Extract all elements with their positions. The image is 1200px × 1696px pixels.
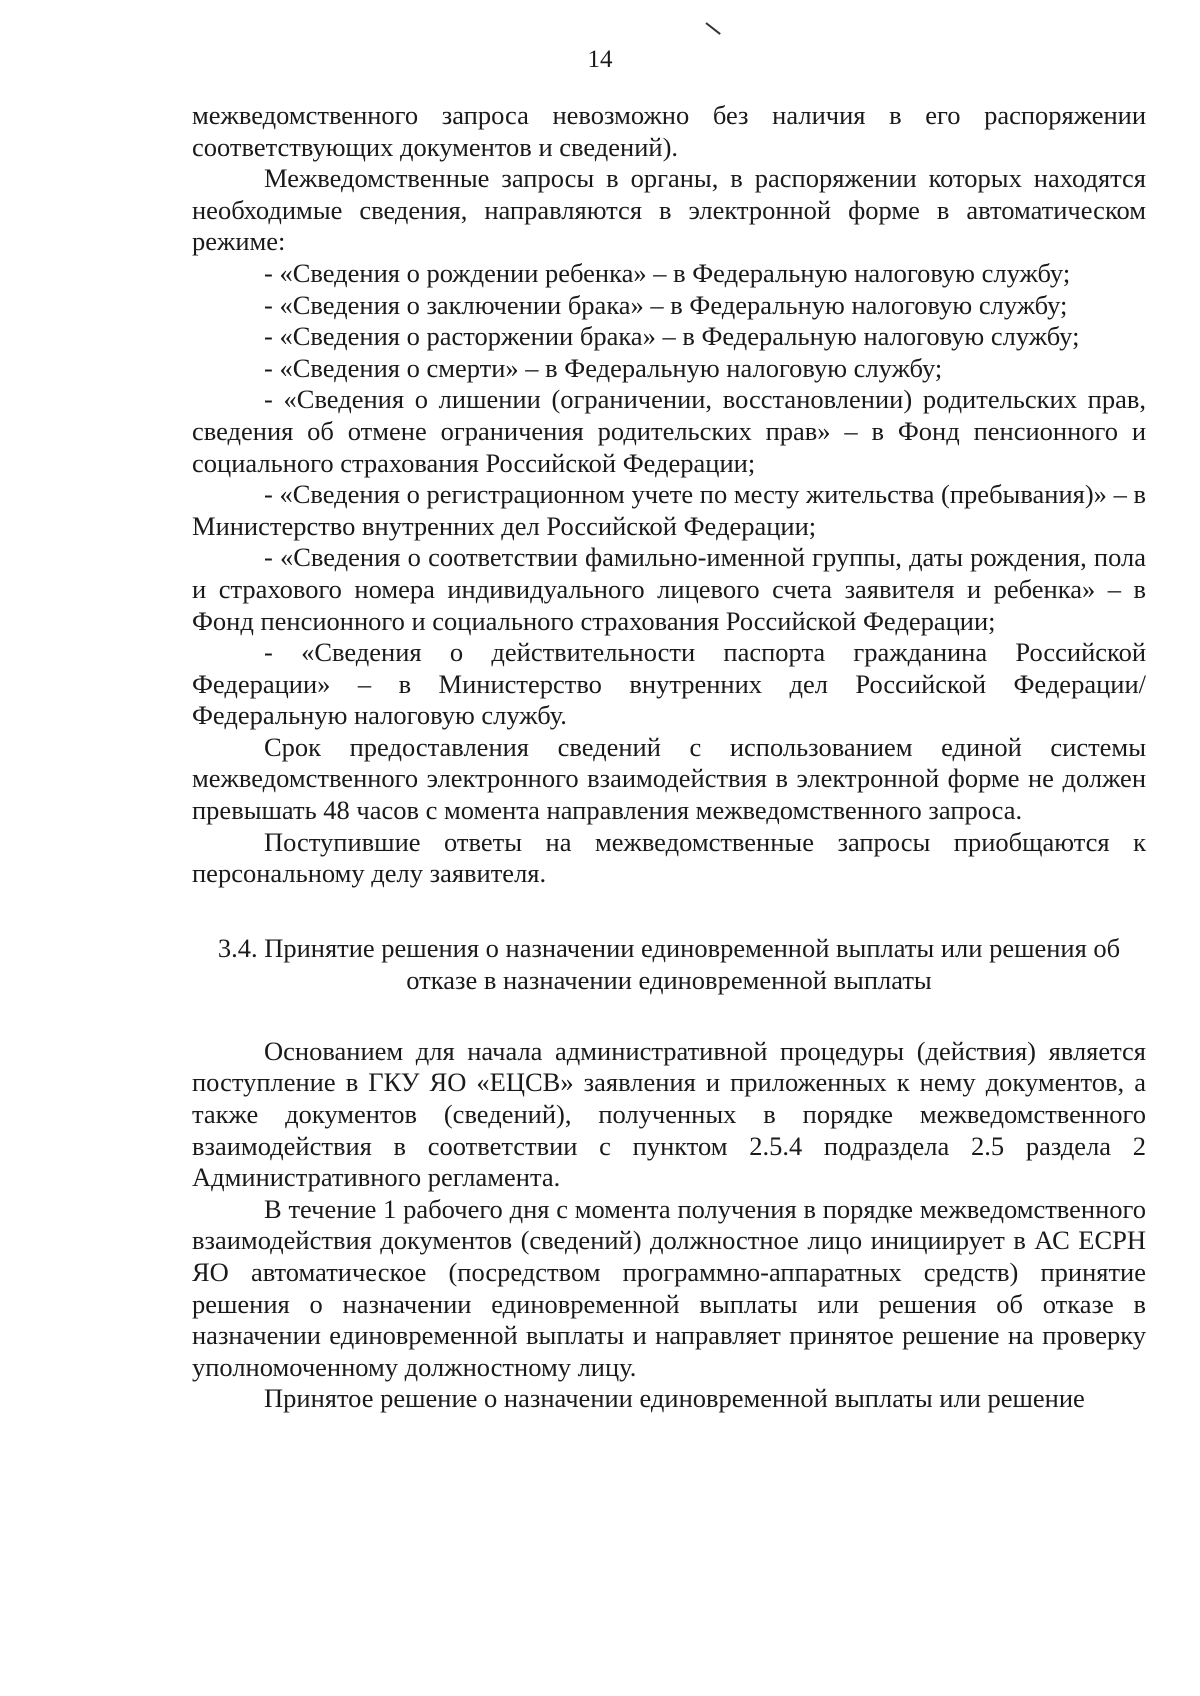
paragraph-decision-initiation: В течение 1 рабочего дня с момента получения в порядке межведомственного взаимодействия документов (сведений) должностное лицо инициирует в АС ЕСРН ЯО автоматическое (посредством программно-аппаратных средств) принятие решения о назначении единовременной выплаты или решения об отказе в назначении единовременной выплаты и направляет принятое решение на проверку уполномоченному должностному лицу. [192,1193,1146,1382]
list-item-divorce-info: - «Сведения о расторжении брака» – в Федеральную налоговую службу; [264,321,1080,352]
page-number: 14 [587,46,613,73]
list-item-parental-rights-info: - «Сведения о лишении (ограничении, восстановлении) родительских прав, сведения об отмене ограничения родительских прав» – в Фонд пенсионного и социального страхования Российской Федерации; [192,384,1146,478]
paragraph-decision-continuation: Принятое решение о назначении единовременной выплаты или решение [264,1383,1085,1414]
scan-artifact-mark [705,22,720,35]
list-item-marriage-info: - «Сведения о заключении брака» – в Федеральную налоговую службу; [264,289,1068,320]
paragraph-procedure-basis: Основанием для начала административной процедуры (действия) является поступление в ГКУ ЯО «ЕЦСВ» заявления и приложенных к нему документов, а также документов (сведений), полученных в порядке межведомственного взаимодействия в соответствии с пунктом 2.5.4 подраздела 2.5 раздела 2 Административного регламента. [192,1035,1146,1193]
list-item-registration-info: - «Сведения о регистрационном учете по месту жительства (пребывания)» – в Министерство внутренних дел Российской Федерации; [192,479,1146,541]
paragraph-response-deadline: Срок предоставления сведений с использованием единой системы межведомственного электронного взаимодействия в электронной форме не должен превышать 48 часов с момента направления межведомственного запроса. [192,731,1146,826]
list-item-death-info: - «Сведения о смерти» – в Федеральную налоговую службу; [264,352,943,383]
section-heading: 3.4. Принятие решения о назначении единовременной выплаты или решения об отказе в назначении единовременной выплаты [217,932,1121,995]
paragraph-interagency-requests: Межведомственные запросы в органы, в распоряжении которых находятся необходимые сведения, направляются в электронной форме в автоматическом режиме: [192,163,1146,257]
paragraph-responses-attached: Поступившие ответы на межведомственные запросы приобщаются к персональному делу заявителя. [192,826,1146,889]
list-item-snils-info: - «Сведения о соответствии фамильно-именной группы, даты рождения, пола и страхового номера индивидуального лицевого счета заявителя и ребенка» – в Фонд пенсионного и социального страхования Российской Федерации; [192,542,1146,636]
document-body [192,100,1146,1415]
list-item-passport-info: - «Сведения о действительности паспорта гражданина Российской Федерации» – в Министерство внутренних дел Российской Федерации/ Федеральную налоговую службу. [192,637,1146,731]
list-item-birth-info: - «Сведения о рождении ребенка» – в Федеральную налоговую службу; [264,257,1071,288]
paragraph-continuation: межведомственного запроса невозможно без наличия в его распоряжении соответствующих документов и сведений). [192,100,1146,162]
